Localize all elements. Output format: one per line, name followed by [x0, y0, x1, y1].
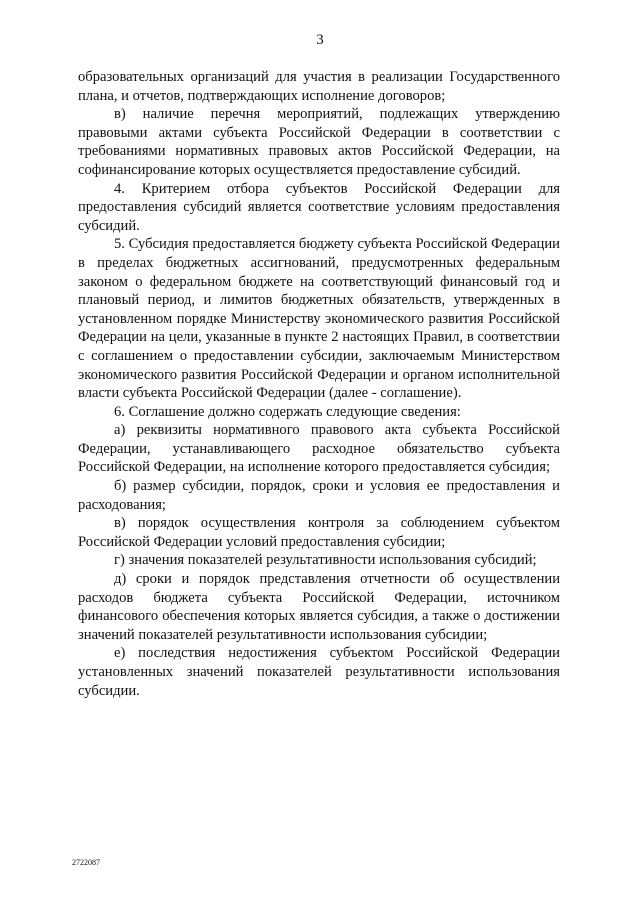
paragraph: 5. Субсидия предоставляется бюджету субъекта Российской Федерации в пределах бюджетных ассигнований, предусмотренных федеральным законом о федеральном бюджете на соответствующий финансовый год и плановый период, и лимитов бюджетных обязательств, утвержденных в установленном порядке Министерству экономического развития Российской Федерации на цели, указанные в пункте 2 настоящих Правил, в соответствии с соглашением о предоставлении субсидии, заключаемым Министерством экономического развития Российской Федерации и органом исполнительной власти субъекта Российской Федерации (далее - соглашение).: [78, 236, 560, 402]
paragraph: б) размер субсидии, порядок, сроки и условия ее предоставления и расходования;: [78, 478, 560, 513]
document-body: [78, 68, 560, 700]
paragraph: а) реквизиты нормативного правового акта субъекта Российской Федерации, устанавливающего расходное обязательство субъекта Российской Федерации, на исполнение которого предоставляется субсидия;: [78, 422, 560, 476]
paragraph: г) значения показателей результативности использования субсидий;: [114, 552, 537, 569]
paragraph: в) наличие перечня мероприятий, подлежащих утверждению правовыми актами субъекта Российской Федерации в соответствии с требованиями нормативных правовых актов Российской Федерации, на софинансирование которых осуществляется предоставление субсидий.: [78, 106, 560, 178]
paragraph: образовательных организаций для участия в реализации Государственного плана, и отчетов, подтверждающих исполнение договоров;: [78, 69, 560, 104]
paragraph: 4. Критерием отбора субъектов Российской Федерации для предоставления субсидий является соответствие условиям предоставления субсидий.: [78, 180, 560, 234]
document-code: 2722087: [72, 858, 100, 867]
paragraph: е) последствия недостижения субъектом Российской Федерации установленных значений показателей результативности использования субсидии.: [78, 645, 560, 699]
page-number: 3: [316, 32, 324, 48]
paragraph: д) сроки и порядок представления отчетности об осуществлении расходов бюджета субъекта Российской Федерации, источником финансового обеспечения которых является субсидия, а также о достижении значений показателей результативности использования субсидии;: [78, 571, 560, 643]
paragraph: 6. Соглашение должно содержать следующие сведения:: [114, 403, 461, 420]
paragraph: в) порядок осуществления контроля за соблюдением субъектом Российской Федерации условий предоставления субсидии;: [78, 515, 560, 550]
